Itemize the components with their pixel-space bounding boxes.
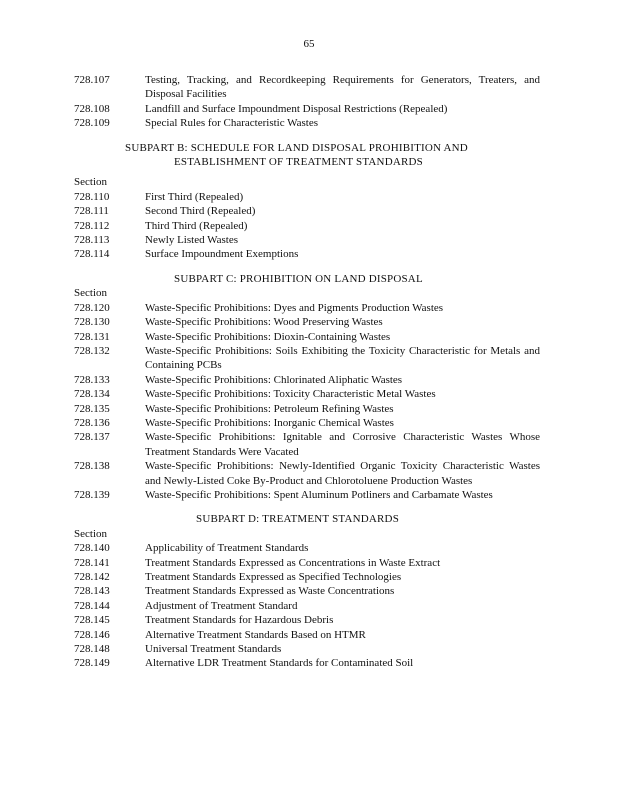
section-title: Waste-Specific Prohibitions: Wood Preserving Wastes xyxy=(145,316,383,329)
section-title: Testing, Tracking, and Recordkeeping Requirements for Generators, Treaters, and Disposal Facilities xyxy=(145,74,540,101)
section-title: Treatment Standards Expressed as Specified Technologies xyxy=(145,571,402,583)
section-number: 728.138 xyxy=(74,460,110,473)
toc-entry xyxy=(74,556,540,570)
section-number: 728.145 xyxy=(74,614,110,627)
section-number: 728.136 xyxy=(74,416,110,429)
section-number: 728.133 xyxy=(74,373,110,386)
section-number: 728.120 xyxy=(74,301,110,314)
section-number: 728.149 xyxy=(74,657,110,670)
toc-entry xyxy=(74,301,540,315)
toc-entry xyxy=(74,642,540,656)
toc-entry xyxy=(74,613,540,627)
toc-entry xyxy=(74,488,540,502)
section-title: Adjustment of Treatment Standard xyxy=(145,599,298,612)
section-number: 728.140 xyxy=(74,542,110,555)
section-title: Surface Impoundment Exemptions xyxy=(145,248,299,261)
section-title: First Third (Repealed) xyxy=(145,190,244,203)
section-number: 728.113 xyxy=(74,234,110,247)
section-number: 728.139 xyxy=(74,488,110,501)
section-number: 728.144 xyxy=(74,599,110,612)
toc-entry xyxy=(74,233,540,247)
section-number: 728.148 xyxy=(74,643,110,656)
section-number: 728.109 xyxy=(74,117,110,130)
toc-entry xyxy=(74,656,540,670)
section-title: Alternative Treatment Standards Based on HTMR xyxy=(145,628,366,641)
subpart-c-entries xyxy=(74,301,540,503)
section-number: 728.141 xyxy=(74,556,110,569)
section-number: 728.111 xyxy=(74,205,109,218)
toc-entry xyxy=(74,628,540,642)
toc-entry xyxy=(74,584,540,598)
toc-entry xyxy=(74,416,540,430)
section-title: Treatment Standards Expressed as Waste Concentrations xyxy=(145,585,395,598)
toc-entry xyxy=(74,330,540,344)
section-title: Waste-Specific Prohibitions: Dyes and Pigments Production Wastes xyxy=(145,301,444,314)
subpart-d-heading: SUBPART D: TREATMENT STANDARDS xyxy=(196,513,400,526)
section-number: 728.132 xyxy=(74,344,110,357)
toc-entry xyxy=(74,599,540,613)
page-number: 65 xyxy=(303,38,315,50)
section-number: 728.146 xyxy=(74,628,110,641)
section-title: Newly Listed Wastes xyxy=(145,234,239,247)
section-label: Section xyxy=(74,287,107,300)
section-title: Waste-Specific Prohibitions: Toxicity Characteristic Metal Wastes xyxy=(145,388,436,401)
toc-entry xyxy=(74,387,540,401)
section-number: 728.134 xyxy=(74,388,110,401)
toc-entry xyxy=(74,459,540,488)
section-label: Section xyxy=(74,527,107,540)
section-number: 728.137 xyxy=(74,431,110,444)
subpart-b-heading-line1: SUBPART B: SCHEDULE FOR LAND DISPOSAL PROHIBITION AND xyxy=(125,141,468,154)
section-title: Treatment Standards for Hazardous Debris xyxy=(145,614,334,627)
section-title: Waste-Specific Prohibitions: Dioxin-Containing Wastes xyxy=(145,330,391,343)
intro-entries xyxy=(74,73,540,131)
section-number: 728.131 xyxy=(74,330,110,343)
toc-entry xyxy=(74,402,540,416)
section-title: Waste-Specific Prohibitions: Chlorinated Aliphatic Wastes xyxy=(145,373,403,386)
section-title: Waste-Specific Prohibitions: Inorganic Chemical Wastes xyxy=(145,416,394,429)
section-number: 728.114 xyxy=(74,248,110,261)
toc-entry xyxy=(74,102,540,116)
toc-entry xyxy=(74,73,540,102)
toc-entry xyxy=(74,344,540,373)
table-of-contents xyxy=(74,73,540,671)
section-label: Section xyxy=(74,176,107,189)
section-number: 728.135 xyxy=(74,402,110,415)
section-title: Landfill and Surface Impoundment Disposal Restrictions (Repealed) xyxy=(145,102,448,115)
toc-entry xyxy=(74,116,540,130)
section-number: 728.108 xyxy=(74,102,110,115)
toc-entry xyxy=(74,430,540,459)
toc-entry xyxy=(74,373,540,387)
subpart-b-entries xyxy=(74,190,540,262)
section-title: Special Rules for Characteristic Wastes xyxy=(145,117,319,130)
toc-entry xyxy=(74,219,540,233)
section-title: Waste-Specific Prohibitions: Newly-Identified Organic Toxicity Characteristic Wastes and Newly-Listed Coke By-Product and Chlorotoluene Production Wastes xyxy=(145,460,540,487)
section-title: Waste-Specific Prohibitions: Petroleum Refining Wastes xyxy=(145,402,394,415)
toc-entry xyxy=(74,204,540,218)
section-title: Applicability of Treatment Standards xyxy=(145,542,309,555)
toc-entry xyxy=(74,315,540,329)
toc-entry xyxy=(74,247,540,261)
section-number: 728.110 xyxy=(74,190,110,203)
section-number: 728.130 xyxy=(74,316,110,329)
toc-entry xyxy=(74,541,540,555)
toc-entry xyxy=(74,190,540,204)
section-number: 728.107 xyxy=(74,74,110,86)
section-title: Waste-Specific Prohibitions: Soils Exhibiting the Toxicity Characteristic for Metals and Containing PCBs xyxy=(145,344,540,372)
section-title: Third Third (Repealed) xyxy=(145,219,248,232)
section-title: Alternative LDR Treatment Standards for Contaminated Soil xyxy=(145,657,414,670)
subpart-b-heading-line2: ESTABLISHMENT OF TREATMENT STANDARDS xyxy=(174,156,423,169)
section-number: 728.112 xyxy=(74,219,110,232)
subpart-c-heading: SUBPART C: PROHIBITION ON LAND DISPOSAL xyxy=(174,272,423,285)
section-title: Second Third (Repealed) xyxy=(145,205,256,218)
section-number: 728.143 xyxy=(74,585,110,598)
section-number: 728.142 xyxy=(74,571,110,583)
section-title: Waste-Specific Prohibitions: Spent Aluminum Potliners and Carbamate Wastes xyxy=(145,488,493,501)
section-title: Treatment Standards Expressed as Concentrations in Waste Extract xyxy=(145,556,441,569)
toc-entry xyxy=(74,570,540,584)
section-title: Waste-Specific Prohibitions: Ignitable and Corrosive Characteristic Wastes Whose Treatment Standards Were Vacated xyxy=(145,431,540,458)
section-title: Universal Treatment Standards xyxy=(145,643,282,656)
subpart-b-heading xyxy=(74,141,540,170)
subpart-d-entries xyxy=(74,541,540,671)
